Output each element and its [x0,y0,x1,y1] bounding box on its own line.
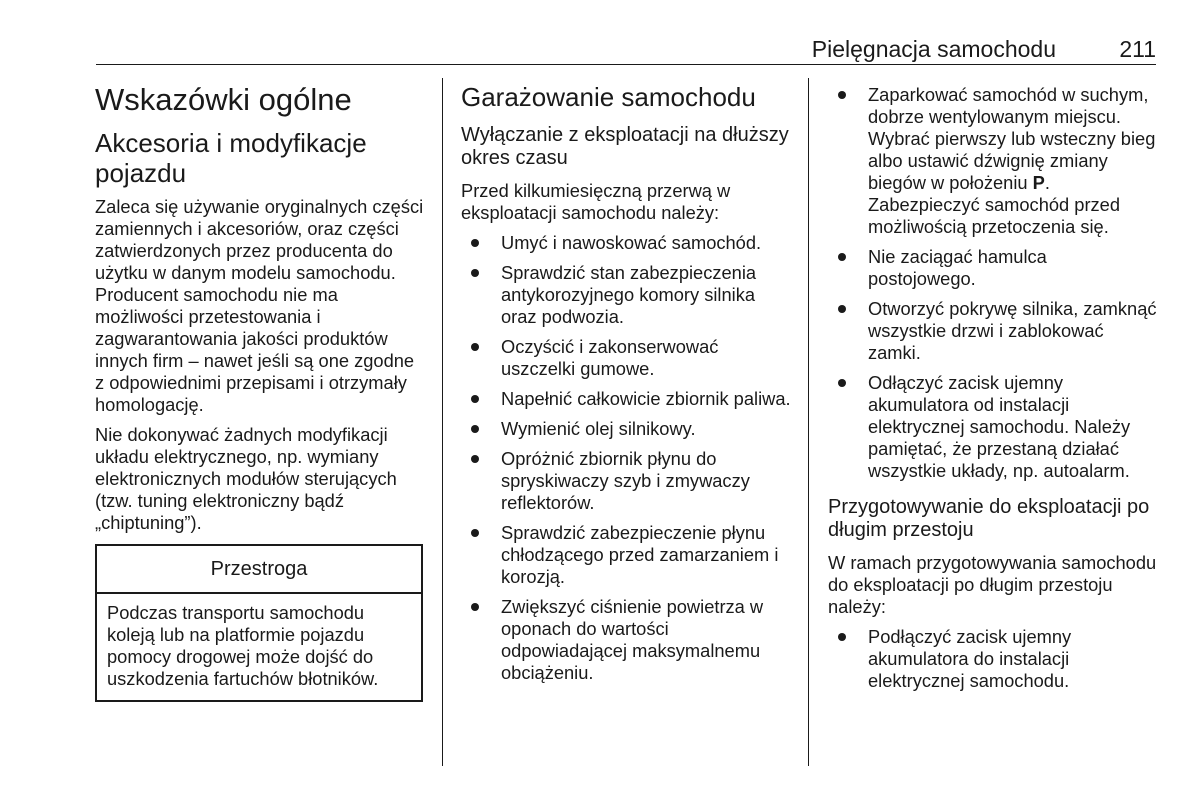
subsection-title: Akcesoria i modyfikacje pojazdu [95,128,367,188]
paragraph: Nie dokonywać żadnych modyfikacji układu elektrycznego, np. wymiany elektronicznych modułów sterujących (tzw. tuning elektroniczny bądź „chiptuning”). [95,424,397,533]
column-left [95,82,425,702]
bullet-icon [471,603,479,611]
bullet-icon [838,253,846,261]
subsection-title: Wyłączanie z eksploatacji na dłuższy okres czasu [461,124,789,169]
list-item [828,372,1158,482]
column-divider-2 [808,78,809,766]
list-item [461,336,791,380]
list-item-text: Sprawdzić stan zabezpieczenia antykorozyjnego komory silnika oraz podwozia. [501,262,757,327]
list-item-text: Napełnić całkowicie zbiornik paliwa. [501,388,791,409]
list-item-text: Zaparkować samochód w suchym, dobrze wentylowanym miejscu. Wybrać pierwszy lub wsteczny bieg albo ustawić dźwignię zmiany biegów w położeniu [868,84,1156,193]
bullet-icon [838,91,846,99]
bullet-icon [471,395,479,403]
bullet-icon [471,239,479,247]
bullet-icon [471,269,479,277]
bullet-icon [838,379,846,387]
section-title: Garażowanie samochodu [461,82,756,112]
list-item [461,596,791,684]
list-item [828,246,1158,290]
subsection-title: Przygotowywanie do eksploatacji po długim przestoju [828,496,1150,541]
section-title: Wskazówki ogólne [95,82,352,117]
list-item-text: Zwiększyć ciśnienie powietrza w oponach do wartości odpowiadającej maksymalnemu obciążeniu. [501,596,764,683]
list-item [461,232,791,254]
list-item [461,262,791,328]
list-item-text: . Zabezpieczyć samochód przed możliwością przetoczenia się. [868,172,1121,237]
list-item [461,418,791,440]
bullet-icon [838,633,846,641]
running-header-title: Pielęgnacja samochodu [811,36,1056,62]
paragraph: Przed kilkumiesięczną przerwą w eksploatacji samochodu należy: [461,180,731,223]
caution-box [95,544,423,702]
column-divider-1 [442,78,443,766]
list-item-text: Otworzyć pokrywę silnika, zamknąć wszystkie drzwi i zablokować zamki. [868,298,1157,363]
list-item [828,626,1158,692]
bullet-icon [471,343,479,351]
list-item [461,522,791,588]
list-item [461,388,791,410]
list-item-text: Podłączyć zacisk ujemny akumulatora do instalacji elektrycznej samochodu. [868,626,1072,691]
bullet-icon [471,455,479,463]
caution-title: Przestroga [97,546,421,594]
list-item-text: Nie zaciągać hamulca postojowego. [868,246,1047,289]
list-item [828,298,1158,364]
list-item-text: Sprawdzić zabezpieczenie płynu chłodzącego przed zamarzaniem i korozją. [501,522,779,587]
bullet-icon [838,305,846,313]
column-middle [461,82,791,692]
list-item-text: Oczyścić i zakonserwować uszczelki gumowe. [501,336,719,379]
list-item-text: Umyć i nawoskować samochód. [501,232,762,253]
list-item [461,448,791,514]
list-item-text: Odłączyć zacisk ujemny akumulatora od instalacji elektrycznej samochodu. Należy pamiętać, że przestaną działać wszystkie układy, np. autoalarm. [868,372,1131,481]
column-right [828,84,1158,700]
bullet-icon [471,529,479,537]
header-rule [96,64,1156,65]
paragraph: Zaleca się używanie oryginalnych części zamiennych i akcesoriów, oraz części zatwierdzonych przez producenta do użytku w danym modelu samochodu. Producent samochodu nie ma możliwości przetestowania i zagwarantowania jakości produktów innych firm – nawet jeśli są one zgodne z odpowiednimi przepisami i otrzymały homologację. [95,196,424,415]
bullet-list [828,626,1158,692]
bullet-list [828,84,1158,482]
list-item-text: Wymienić olej silnikowy. [501,418,696,439]
gear-position-label: P [1032,172,1045,193]
paragraph: W ramach przygotowywania samochodu do eksploatacji po długim przestoju należy: [828,552,1157,617]
bullet-list [461,232,791,684]
list-item [828,84,1158,238]
bullet-icon [471,425,479,433]
caution-text: Podczas transportu samochodu koleją lub na platformie pojazdu pomocy drogowej może dojść do uszkodzenia fartuchów błotników. [107,602,379,689]
page-header [96,34,1156,64]
list-item-text: Opróżnić zbiornik płynu do spryskiwaczy szyb i zmywaczy reflektorów. [501,448,750,513]
page-number: 211 [1119,36,1156,62]
